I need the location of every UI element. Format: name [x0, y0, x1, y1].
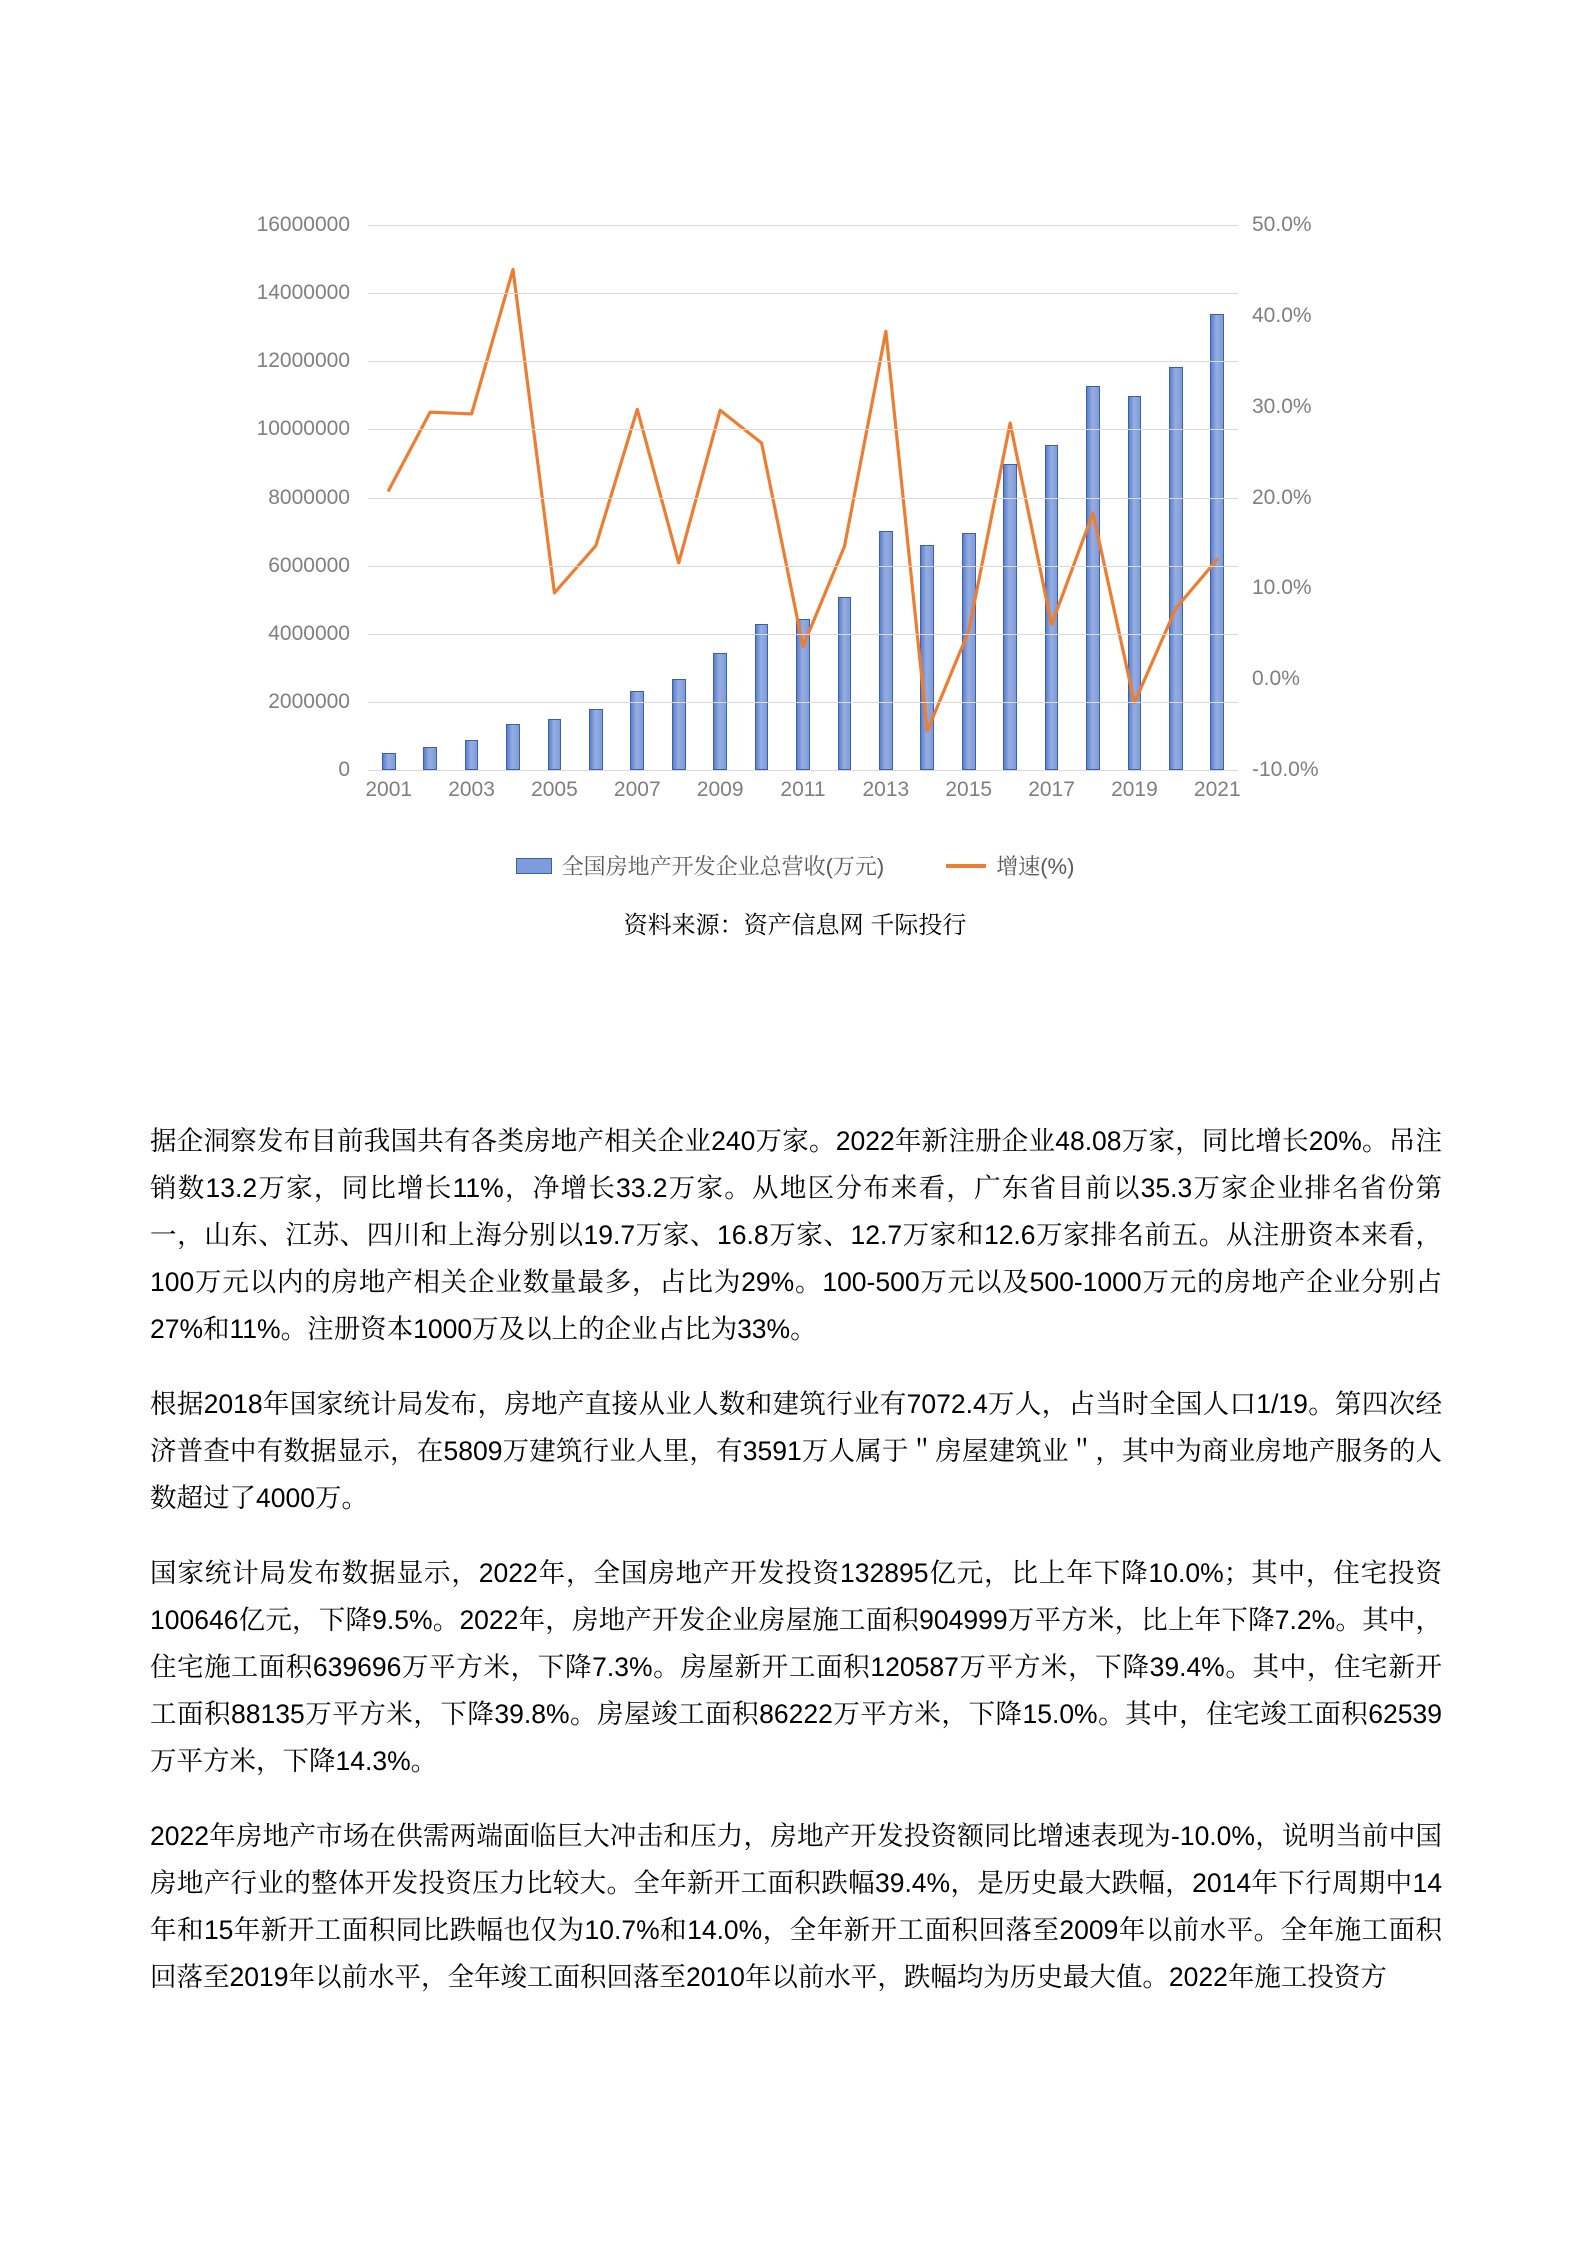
x-axis-tick-label: 2011: [780, 778, 826, 801]
combo-chart: [150, 150, 1440, 940]
line-swatch-icon: [946, 864, 986, 868]
gridline: [368, 361, 1238, 362]
x-axis-tick-label: 2013: [862, 778, 910, 801]
gridline: [368, 429, 1238, 430]
legend-item-line: [946, 850, 1074, 881]
y-axis-left-tick-label: 0: [338, 758, 350, 781]
x-axis-tick-label: 2017: [1028, 778, 1075, 801]
chart-legend: [150, 850, 1440, 881]
x-axis-tick-label: 2021: [1193, 778, 1241, 801]
x-axis-tick-label: 2015: [945, 778, 993, 801]
growth-rate-line: [389, 270, 1218, 731]
paragraph-4: 2022年房地产市场在供需两端面临巨大冲击和压力，房地产开发投资额同比增速表现为-10.0%，说明当前中国房地产行业的整体开发投资压力比较大。全年新开工面积跌幅39.4%，是历史最大跌幅，2014年下行周期中14年和15年新开工面积同比跌幅也仅为10.7%和14.0%，全年新开工面积回落至2009年以前水平。全年施工面积回落至2019年以前水平，全年竣工面积回落至2010年以前水平，跌幅均为历史最大值。2022年施工投资方: [150, 1821, 1442, 1992]
chart-source-caption: 资料来源：资产信息网 千际投行: [623, 912, 967, 939]
gridline: [368, 498, 1238, 499]
x-axis-tick-label: 2019: [1111, 778, 1158, 801]
legend-label-bar: 全国房地产开发企业总营收(万元): [561, 854, 885, 879]
y-axis-right-tick-label: -10.0%: [1252, 758, 1319, 781]
x-axis-tick-label: 2005: [531, 778, 578, 801]
y-axis-left-tick-label: 12000000: [256, 349, 350, 373]
y-axis-right-tick-label: 0.0%: [1252, 667, 1300, 691]
y-axis-right-tick-label: 20.0%: [1252, 485, 1312, 509]
y-axis-left-tick-label: 10000000: [256, 417, 350, 441]
bar-swatch-icon: [516, 858, 552, 874]
body-text: [150, 1118, 1442, 2001]
y-axis-right-tick-label: 30.0%: [1252, 394, 1312, 418]
y-axis-left-tick-label: 16000000: [256, 213, 350, 236]
plot-area: [368, 225, 1238, 770]
paragraph-2: 根据2018年国家统计局发布，房地产直接从业人数和建筑行业有7072.4万人，占当时全国人口1/19。第四次经济普查中有数据显示，在5809万建筑行业人里，有3591万人属于＂房屋建筑业＂，其中为商业房地产服务的人数超过了4000万。: [150, 1389, 1442, 1513]
legend-label-line: 增速(%): [996, 854, 1075, 879]
x-axis-tick-label: 2001: [365, 778, 413, 801]
y-axis-right-tick-label: 50.0%: [1252, 213, 1312, 236]
paragraph-3: 国家统计局发布数据显示，2022年，全国房地产开发投资132895亿元，比上年下降10.0%；其中，住宅投资100646亿元，下降9.5%。2022年，房地产开发企业房屋施工面积904999万平方米，比上年下降7.2%。其中，住宅施工面积639696万平方米，下降7.3%。房屋新开工面积120587万平方米，下降39.4%。其中，住宅新开工面积88135万平方米，下降39.8%。房屋竣工面积86222万平方米，下降15.0%。其中，住宅竣工面积62539万平方米，下降14.3%。: [150, 1558, 1442, 1776]
gridline: [368, 566, 1238, 567]
gridline: [368, 702, 1238, 703]
x-axis-tick-label: 2009: [696, 778, 744, 801]
y-axis-right-tick-label: 10.0%: [1252, 576, 1312, 600]
legend-item-bar: [516, 850, 885, 881]
y-axis-left-tick-label: 14000000: [256, 281, 350, 305]
y-axis-right-tick-label: 40.0%: [1252, 303, 1312, 327]
x-axis-tick-label: 2003: [448, 778, 495, 801]
y-axis-left-tick-label: 6000000: [268, 553, 350, 577]
y-axis-left-tick-label: 4000000: [268, 621, 350, 645]
gridline: [368, 225, 1238, 226]
gridline: [368, 293, 1238, 294]
y-axis-left-tick-label: 2000000: [268, 689, 350, 713]
chart-block: [150, 150, 1440, 1030]
gridline: [368, 770, 1238, 771]
y-axis-left-tick-label: 8000000: [268, 485, 350, 509]
x-axis-tick-label: 2007: [613, 778, 661, 801]
paragraph-1: 据企洞察发布目前我国共有各类房地产相关企业240万家。2022年新注册企业48.08万家，同比增长20%。吊注销数13.2万家，同比增长11%，净增长33.2万家。从地区分布来看，广东省目前以35.3万家企业排名省份第一，山东、江苏、四川和上海分别以19.7万家、16.8万家、12.7万家和12.6万家排名前五。从注册资本来看，100万元以内的房地产相关企业数量最多，占比为29%。100-500万元以及500-1000万元的房地产企业分别占27%和11%。注册资本1000万及以上的企业占比为33%。: [150, 1126, 1442, 1344]
gridline: [368, 634, 1238, 635]
